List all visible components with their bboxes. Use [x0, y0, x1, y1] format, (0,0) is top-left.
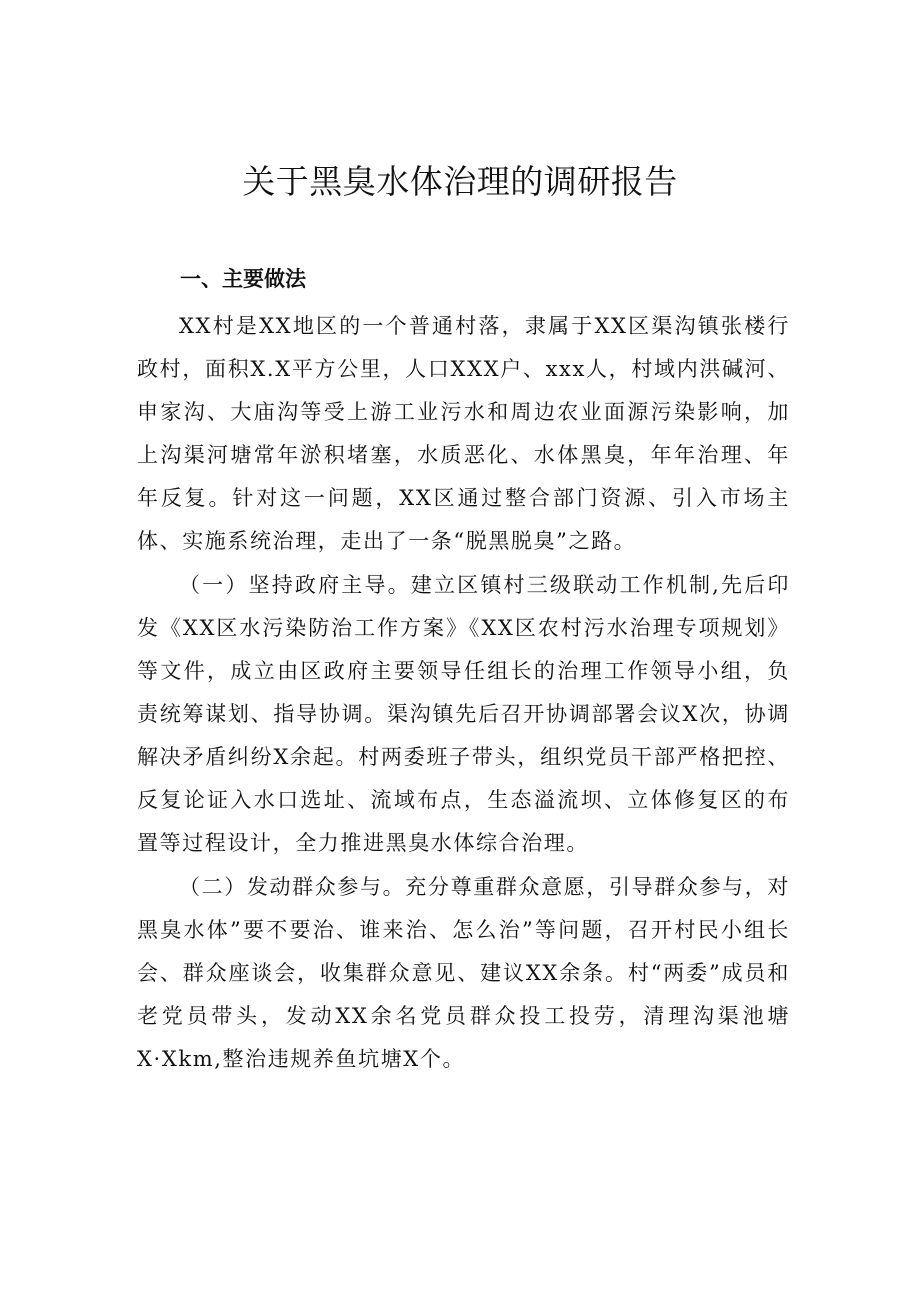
paragraph-village-overview: XX村是XX地区的一个普通村落，隶属于XX区渠沟镇张楼行政村，面积X.X平方公里，人口XXX户、xxx人，村域内洪碱河、申家沟、大庙沟等受上游工业污水和周边农业面源污染影响，加上沟渠河塘常年淤积堵塞，水质恶化、水体黑臭，年年治理、年年反复。针对这一问题，XX区通过整合部门资源、引入市场主体、实施系统治理，走出了一条“脱黑脱臭”之路。: [137, 314, 790, 553]
paragraph-government-leadership: （一）坚持政府主导。建立区镇村三级联动工作机制,先后印发《XX区水污染防治工作方案》《XX区农村污水治理专项规划》等文件，成立由区政府主要领导任组长的治理工作领导小组，负责统筹谋划、指导协调。渠沟镇先后召开协调部署会议X次，协调解决矛盾纠纷X余起。村两委班子带头，组织党员干部严格把控、反复论证入水口选址、流域布点，生态溢流坝、立体修复区的布置等过程设计，全力推进黑臭水体综合治理。: [137, 573, 790, 855]
document-title: 关于黑臭水体治理的调研报告: [242, 162, 678, 201]
paragraph-public-participation: （二）发动群众参与。充分尊重群众意愿，引导群众参与，对黑臭水体”要不要治、谁来治、怎么治”等问题，召开村民小组长会、群众座谈会，收集群众意见、建议XX余条。村“两委”成员和老党员带头，发动XX余名党员群众投工投劳，清理沟渠池塘X·Xkm,整治违规养鱼坑塘X个。: [137, 875, 790, 1071]
section-heading-main-practices: 一、主要做法: [180, 267, 306, 291]
